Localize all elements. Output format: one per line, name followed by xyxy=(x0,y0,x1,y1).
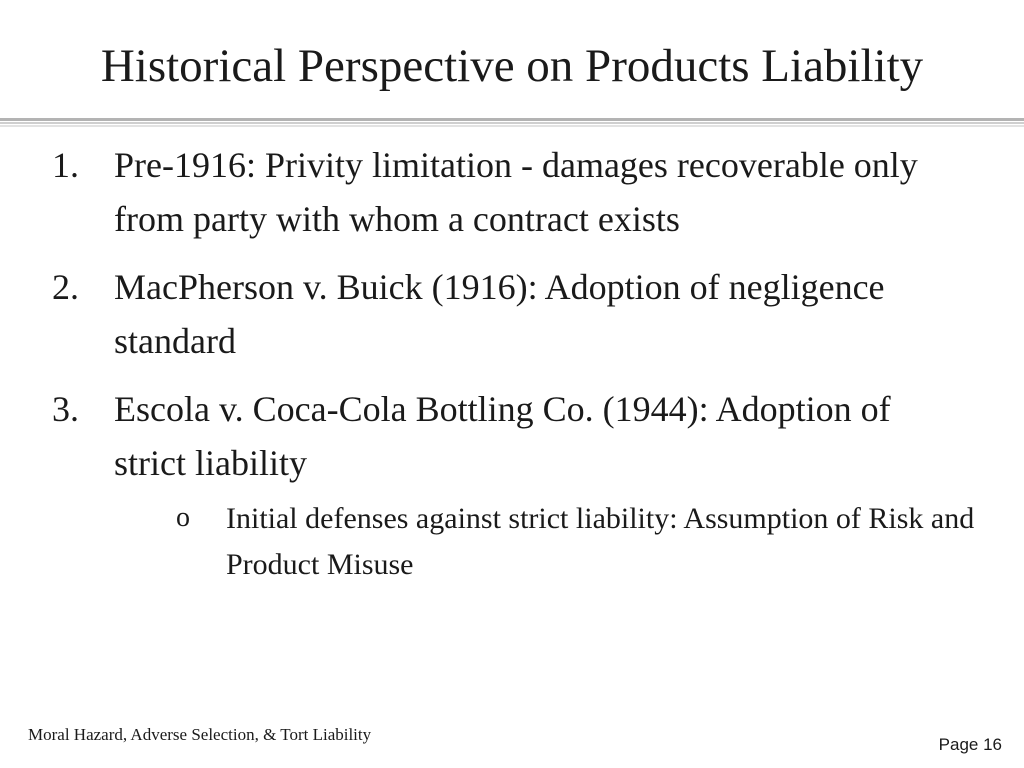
slide-title: Historical Perspective on Products Liability xyxy=(100,40,924,92)
list-item-number: 3. xyxy=(52,389,79,429)
list-item xyxy=(52,260,952,368)
list-item-text: MacPherson v. Buick (1916): Adoption of negligence standard xyxy=(114,267,885,361)
list-item xyxy=(52,138,952,246)
list-item-number: 1. xyxy=(52,145,79,185)
slide-content xyxy=(52,138,975,588)
sub-list-item xyxy=(176,496,986,588)
list-item xyxy=(52,382,952,490)
list-item-text: Pre-1916: Privity limitation - damages recoverable only from party with whom a contract exists xyxy=(114,145,918,239)
sub-bullet-marker: o xyxy=(176,502,190,533)
title-divider xyxy=(0,118,1024,130)
list-item-text: Escola v. Coca-Cola Bottling Co. (1944): Adoption of strict liability xyxy=(114,389,891,483)
sub-list-item-text: Initial defenses against strict liability: Assumption of Risk and Product Misuse xyxy=(226,502,975,581)
footer-page-number: Page 16 xyxy=(938,735,1002,754)
footer-course-title: Moral Hazard, Adverse Selection, & Tort Liability xyxy=(28,725,372,744)
list-item-number: 2. xyxy=(52,267,79,307)
